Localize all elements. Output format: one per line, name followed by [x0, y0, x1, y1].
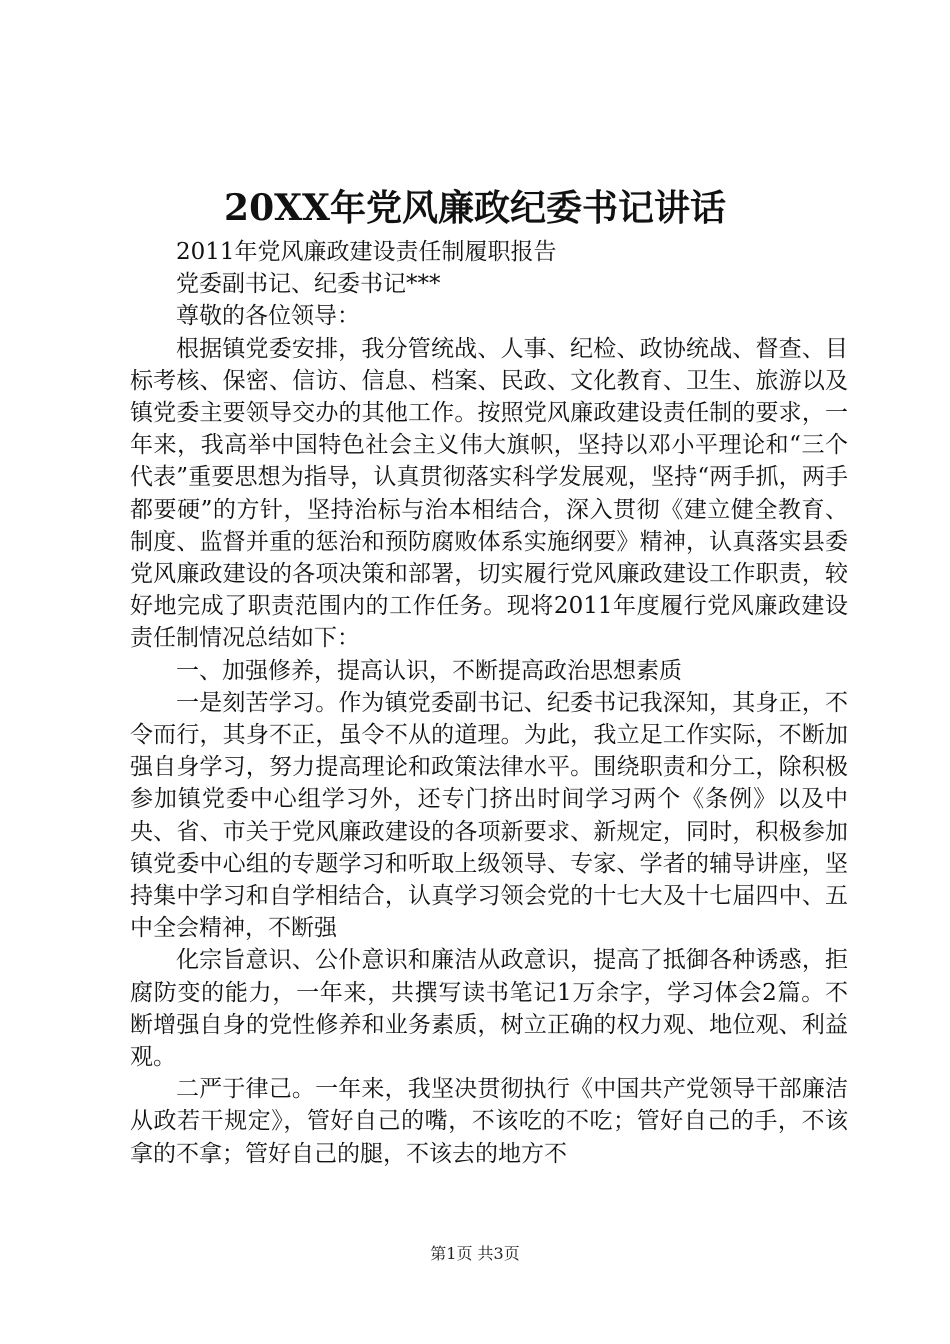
section-heading: 一、加强修养，提高认识，不断提高政治思想素质	[176, 657, 682, 684]
body-paragraph: 一是刻苦学习。作为镇党委副书记、纪委书记我深知，其身正，不令而行，其身不正，虽令不从的道理。为此，我立足工作实际，不断加强自身学习，努力提高理论和政策法律水平。围绕职责和分工，除积极参加镇党委中心组学习外，还专门挤出时间学习两个《条例》以及中央、省、市关于党风廉政建设的各项新要求、新规定，同时，积极参加镇党委中心组的专题学习和听取上级领导、专家、学者的辅导讲座，坚持集中学习和自学相结合，认真学习领会党的十七大及十七届四中、五中全会精神，不断强	[130, 689, 848, 942]
document-body	[130, 236, 848, 1170]
salutation: 尊敬的各位领导：	[176, 303, 360, 330]
report-heading: 2011年党风廉政建设责任制履职报告	[176, 239, 557, 265]
body-paragraph: 二严于律己。一年来，我坚决贯彻执行《中国共产党领导干部廉洁从政若干规定》，管好自己的嘴，不该吃的不吃；管好自己的手，不该拿的不拿；管好自己的腿，不该去的地方不	[130, 1076, 848, 1167]
author-line: 党委副书记、纪委书记***	[176, 271, 441, 298]
body-paragraph: 化宗旨意识、公仆意识和廉洁从政意识，提高了抵御各种诱惑，拒腐防变的能力，一年来，共撰写读书笔记1万余字，学习体会2篇。不断增强自身的党性修养和业务素质，树立正确的权力观、地位观、利益观。	[130, 947, 848, 1071]
page-footer: 第1页 共3页	[430, 1244, 520, 1263]
body-paragraph: 根据镇党委安排，我分管统战、人事、纪检、政协统战、督查、目标考核、保密、信访、信息、档案、民政、文化教育、卫生、旅游以及镇党委主要领导交办的其他工作。按照党风廉政建设责任制的要求，一年来，我高举中国特色社会主义伟大旗帜，坚持以邓小平理论和“三个代表”重要思想为指导，认真贯彻落实科学发展观，坚持“两手抓，两手都要硬”的方针，坚持治标与治本相结合，深入贯彻《建立健全教育、制度、监督并重的惩治和预防腐败体系实施纲要》精神，认真落实县委党风廉政建设的各项决策和部署，切实履行党风廉政建设工作职责，较好地完成了职责范围内的工作任务。现将2011年度履行党风廉政建设责任制情况总结如下：	[130, 335, 848, 652]
document-title: 20XX年党风廉政纪委书记讲话	[224, 187, 726, 229]
